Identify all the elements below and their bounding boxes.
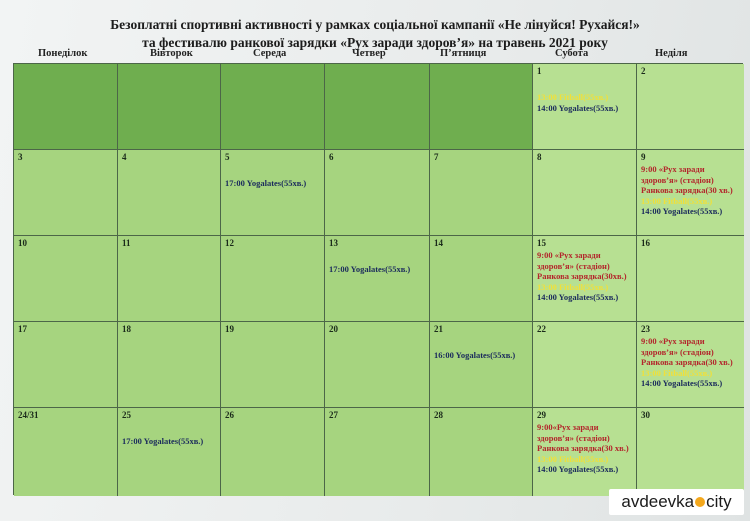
calendar-cell (221, 322, 325, 408)
event-entry: 14:00 Yogalates(55хв.) (641, 206, 723, 216)
day-number (18, 66, 113, 78)
calendar-cell (118, 322, 221, 408)
day-number: 6 (329, 152, 334, 162)
day-number: 9 (641, 152, 646, 162)
calendar-cell (14, 322, 118, 408)
day-number (434, 66, 528, 78)
calendar-cell (637, 408, 744, 496)
calendar-cell (221, 408, 325, 496)
day-number: 17 (18, 324, 27, 334)
calendar-cell (430, 408, 533, 496)
day-number: 13 (329, 238, 338, 248)
day-number: 15 (537, 238, 546, 248)
day-number: 25 (122, 410, 131, 420)
day-number: 19 (225, 324, 234, 334)
calendar-cell (325, 322, 430, 408)
day-number: 29 (537, 410, 546, 420)
day-number: 10 (18, 238, 27, 248)
weekday-sunday: Неділя (655, 48, 688, 59)
calendar-cell (14, 236, 118, 322)
weekday-saturday: Субота (555, 48, 589, 59)
event-entry: 14:00 Yogalates(55хв.) (537, 102, 619, 113)
day-number: 4 (122, 152, 127, 162)
weekday-thursday: Четвер (352, 48, 386, 59)
calendar-cell (637, 150, 744, 236)
site-watermark (609, 489, 744, 515)
day-number: 1 (537, 66, 542, 76)
event-entry: 17:00 Yogalates(55хв.) (122, 436, 204, 446)
day-number: 7 (434, 152, 439, 162)
event-entry: 13:00 Fitball(55хв.) (537, 453, 609, 464)
day-number: 30 (641, 410, 650, 420)
day-number: 26 (225, 410, 234, 420)
calendar-cell (533, 150, 637, 236)
event-entry: 17:00 Yogalates(55хв.) (329, 264, 411, 274)
day-number: 21 (434, 324, 443, 334)
day-number: 20 (329, 324, 338, 334)
calendar-cell (221, 236, 325, 322)
day-number: 11 (122, 238, 131, 248)
calendar-cell (221, 64, 325, 150)
weekday-tuesday: Вівторок (150, 48, 193, 59)
event-entry: 16:00 Yogalates(55хв.) (434, 350, 516, 360)
calendar-cell (118, 236, 221, 322)
title-line-2: та фестивалю ранкової зарядки «Рух заради здоров’я» на травень 2021 року (142, 35, 608, 50)
watermark-dot-icon (695, 497, 705, 507)
event-entry: 14:00 Yogalates(55хв.) (641, 378, 723, 388)
day-number: 16 (641, 238, 650, 248)
day-number: 28 (434, 410, 443, 420)
calendar-cell (118, 64, 221, 150)
watermark-right: city (706, 492, 732, 511)
calendar-cell (533, 408, 637, 496)
day-number: 22 (537, 324, 546, 334)
event-entry: 9:00 «Рух заради здоров’я» (стадіон) Ранкова зарядка(30 хв.) (641, 336, 733, 367)
day-number (329, 66, 425, 78)
calendar-cell (533, 64, 637, 150)
day-number (225, 66, 320, 78)
calendar-cell (637, 322, 744, 408)
weekday-monday: Понеділок (38, 48, 88, 59)
calendar-cell (14, 64, 118, 150)
weekday-friday: П’ятниця (440, 48, 487, 59)
day-number: 8 (537, 152, 542, 162)
day-number: 5 (225, 152, 230, 162)
calendar-cell (14, 408, 118, 496)
calendar-cell (430, 150, 533, 236)
day-number (122, 66, 216, 78)
event-entry: 13:00 Fitball(55хв.) (641, 367, 713, 378)
event-entry: 9:00 «Рух заради здоров’я» (стадіон) Ранкова зарядка(30 хв.) (641, 164, 733, 195)
day-number: 2 (641, 66, 646, 76)
day-number: 23 (641, 324, 650, 334)
event-entry: 14:00 Yogalates(55хв.) (537, 464, 619, 474)
day-number: 24/31 (18, 410, 39, 420)
event-entry: 17:00 Yogalates(55хв.) (225, 178, 307, 188)
calendar-cell (637, 236, 744, 322)
day-number: 12 (225, 238, 234, 248)
calendar-cell (430, 322, 533, 408)
calendar-cell (637, 64, 744, 150)
title-line-1: Безоплатні спортивні активності у рамках соціальної кампанії «Не лінуйся! Рухайся!» (110, 17, 640, 32)
day-number: 18 (122, 324, 131, 334)
calendar-cell (325, 64, 430, 150)
calendar-cell (533, 236, 637, 322)
event-entry: 13:00 Fitball(55хв.) (641, 195, 713, 206)
calendar-cell (221, 150, 325, 236)
calendar-cell (325, 236, 430, 322)
event-entry: 9:00«Рух заради здоров’я» (стадіон) Ранкова зарядка(30 хв.) (537, 422, 629, 453)
calendar-grid (13, 63, 743, 495)
event-entry: 9:00 «Рух заради здоров’я» (стадіон) Ранкова зарядка(30хв.) (537, 250, 627, 281)
event-entry: 14:00 Yogalates(55хв.) (537, 292, 619, 302)
calendar-cell (430, 236, 533, 322)
day-number: 27 (329, 410, 338, 420)
calendar-cell (118, 150, 221, 236)
event-entry: 13:00 Fitball(55хв.) (537, 281, 609, 292)
day-number: 14 (434, 238, 443, 248)
weekday-wednesday: Середа (253, 48, 287, 59)
calendar-cell (325, 150, 430, 236)
calendar-cell (430, 64, 533, 150)
calendar-cell (14, 150, 118, 236)
watermark-left: avdeevka (621, 492, 695, 511)
calendar-cell (533, 322, 637, 408)
calendar-cell (325, 408, 430, 496)
day-number: 3 (18, 152, 23, 162)
event-entry: 13:00 Fitball(55хв.) (537, 92, 609, 102)
calendar-cell (118, 408, 221, 496)
